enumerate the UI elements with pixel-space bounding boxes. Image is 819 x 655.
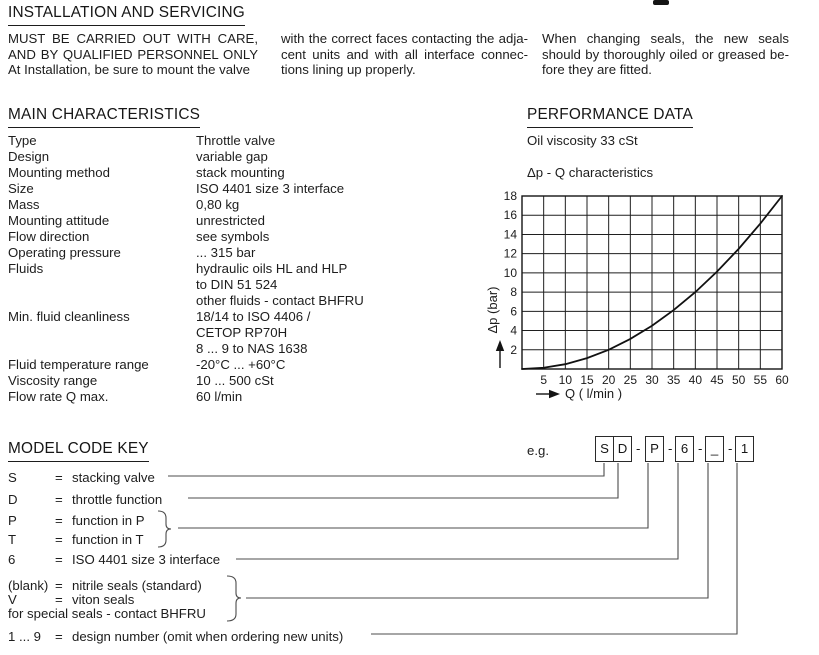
leader-line-seals — [246, 463, 708, 598]
table-row: Mass 0,80 kg — [8, 197, 240, 212]
model-code-row: 6 = ISO 4401 size 3 interface — [8, 552, 221, 567]
table-row: Mounting attitude unrestricted — [8, 213, 265, 228]
paragraph-line: When changing seals, the new seals — [542, 31, 789, 46]
paragraph-line: cent units and with all interface connec- — [281, 46, 528, 62]
code-box-1: 1 — [735, 436, 754, 462]
performance-section — [527, 106, 693, 128]
installation-section — [8, 4, 245, 26]
svg-text:2: 2 — [510, 342, 517, 357]
table-row: Mounting method stack mounting — [8, 165, 285, 180]
brace-function-pt — [158, 511, 171, 547]
chart-grid — [522, 196, 782, 369]
cropped-text-artifact — [653, 0, 669, 5]
dp-q-chart — [485, 185, 810, 410]
svg-text:20: 20 — [601, 373, 616, 387]
svg-text:6: 6 — [510, 304, 517, 319]
svg-text:12: 12 — [503, 246, 517, 261]
code-separator: - — [698, 441, 703, 456]
y-axis-label: Δp (bar) — [485, 286, 500, 334]
model-code-row: T = function in T — [8, 532, 144, 547]
svg-text:45: 45 — [710, 373, 724, 387]
paragraph-line: with the correct faces contacting the adja- — [281, 31, 528, 46]
table-row: Flow direction see symbols — [8, 229, 270, 244]
model-code-heading: MODEL CODE KEY — [8, 440, 149, 462]
leader-line-interface — [236, 463, 678, 559]
svg-text:35: 35 — [666, 373, 681, 387]
table-row: Flow rate Q max. 60 l/min — [8, 389, 243, 404]
table-row: Min. fluid cleanliness 18/14 to ISO 4406 / CETOP RP70H 8 ... 9 to NAS 1638 — [8, 309, 311, 356]
svg-text:15: 15 — [580, 373, 594, 387]
svg-text:60: 60 — [775, 373, 789, 387]
performance-heading: PERFORMANCE DATA — [527, 106, 693, 128]
svg-text:55: 55 — [753, 373, 768, 387]
code-separator: - — [668, 441, 673, 456]
paragraph-line: should by thoroughly oiled or greased be- — [542, 46, 789, 62]
y-tick-labels — [504, 189, 518, 357]
model-code-note: for special seals - contact BHFRU — [8, 606, 206, 621]
main-characteristics-heading: MAIN CHARACTERISTICS — [8, 106, 200, 128]
leader-line-stacking-valve — [168, 463, 604, 476]
chart-title: Δp - Q characteristics — [527, 165, 654, 180]
oil-viscosity-note: Oil viscosity 33 cSt — [527, 133, 638, 148]
svg-text:16: 16 — [503, 208, 517, 223]
model-code-row: (blank) = nitrile seals (standard) — [8, 578, 202, 593]
svg-text:18: 18 — [503, 189, 517, 203]
paragraph-line: AND BY QUALIFIED PERSONNEL ONLY — [8, 46, 258, 62]
main-characteristics-table — [8, 133, 498, 405]
code-separator: - — [728, 441, 733, 456]
svg-text:30: 30 — [645, 373, 659, 387]
table-row: Type Throttle valve — [8, 133, 276, 148]
leader-line-function-pt — [178, 463, 648, 528]
x-axis-label: Q ( l/min ) — [565, 386, 623, 401]
installation-col1 — [8, 31, 258, 78]
y-axis-arrow-icon — [496, 340, 504, 368]
installation-col3 — [542, 31, 789, 78]
model-code-row: D = throttle function — [8, 492, 163, 507]
svg-text:10: 10 — [558, 373, 573, 387]
svg-text:10: 10 — [503, 265, 517, 280]
installation-heading: INSTALLATION AND SERVICING — [8, 4, 245, 26]
leader-line-design-number — [371, 463, 737, 634]
x-tick-labels — [540, 373, 789, 387]
model-code-row: S = stacking valve — [8, 470, 155, 485]
svg-text:25: 25 — [623, 373, 638, 387]
code-box-s: S — [595, 436, 614, 462]
paragraph-line: tions lining up properly. — [281, 62, 416, 77]
brace-seals — [227, 576, 241, 621]
paragraph-line: MUST BE CARRIED OUT WITH CARE, — [8, 31, 258, 46]
paragraph-line: fore they are fitted. — [542, 62, 652, 77]
paragraph-line: At Installation, be sure to mount the valve — [8, 62, 250, 77]
svg-text:14: 14 — [503, 227, 517, 242]
leader-line-throttle-function — [188, 463, 618, 498]
table-row: Fluids hydraulic oils HL and HLP to DIN 51 524 other fluids - contact BHFRU — [8, 261, 364, 308]
installation-col2 — [281, 31, 528, 78]
main-characteristics-section — [8, 106, 200, 128]
svg-text:4: 4 — [510, 323, 517, 338]
svg-text:5: 5 — [540, 373, 548, 387]
code-box-p: P — [645, 436, 664, 462]
table-row: Size ISO 4401 size 3 interface — [8, 181, 345, 196]
svg-text:40: 40 — [688, 373, 703, 387]
table-row: Viscosity range 10 ... 500 cSt — [8, 373, 274, 388]
table-row: Fluid temperature range -20°C ... +60°C — [8, 357, 286, 372]
x-axis-arrow-icon — [536, 390, 560, 398]
model-code-leader-lines — [0, 430, 819, 655]
code-box-blank: _ — [705, 436, 724, 462]
model-code-row: P = function in P — [8, 513, 145, 528]
example-label: e.g. — [527, 443, 549, 458]
svg-text:50: 50 — [731, 373, 746, 387]
table-row: Design variable gap — [8, 149, 268, 164]
table-row: Operating pressure ... 315 bar — [8, 245, 256, 260]
model-code-row: V = viton seals — [8, 592, 135, 607]
code-box-6: 6 — [675, 436, 694, 462]
code-box-d: D — [613, 436, 632, 462]
model-code-row: 1 ... 9 = design number (omit when ordering new units) — [8, 629, 344, 644]
code-separator: - — [636, 441, 641, 456]
svg-text:8: 8 — [510, 285, 517, 300]
